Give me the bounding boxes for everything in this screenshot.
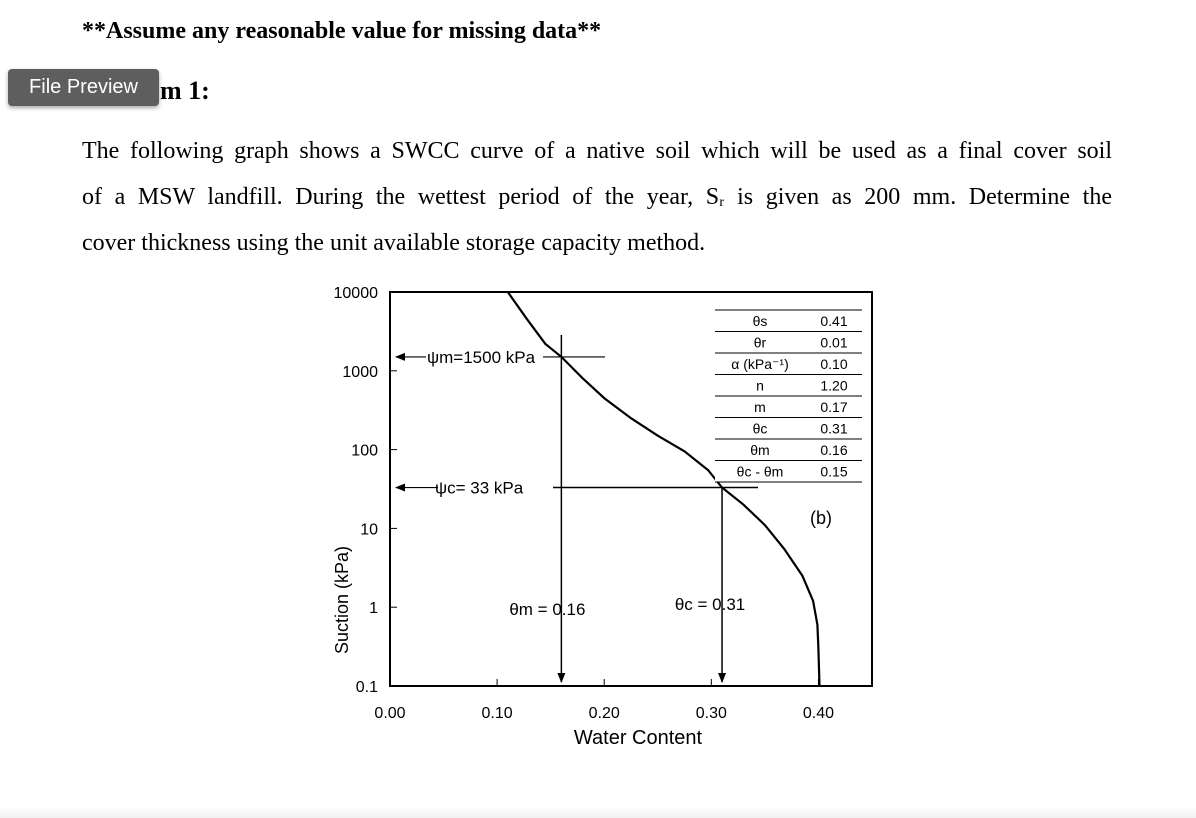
param-symbol: m <box>754 399 766 415</box>
file-preview-button[interactable]: File Preview <box>8 69 159 106</box>
param-symbol: n <box>756 377 764 394</box>
param-symbol: θc <box>752 420 768 437</box>
param-symbol: θc - θm <box>736 463 784 480</box>
x-tick-label: 0.00 <box>374 705 406 722</box>
assumption-note: **Assume any reasonable value for missing data** <box>82 18 602 44</box>
theta-m-label: θm = 0.16 <box>509 600 586 619</box>
x-tick-label: 0.10 <box>481 705 513 722</box>
param-symbol: α (kPa⁻¹) <box>731 356 789 372</box>
problem-statement <box>82 128 1112 266</box>
param-value: 0.31 <box>820 420 848 437</box>
param-symbol: θs <box>752 313 768 329</box>
problem-line-1: The following graph shows a SWCC curve of a native soil which will be used as a final cover soil <box>82 138 1112 164</box>
problem-line-2: of a MSW landfill. During the wettest period of the year, Sᵣ is given as 200 mm. Determine the <box>82 184 1112 210</box>
y-axis-label: Suction (kPa) <box>332 545 352 655</box>
param-value: 0.41 <box>820 313 848 329</box>
bottom-edge <box>0 806 1196 818</box>
param-value: 0.10 <box>820 356 848 372</box>
x-tick-label: 0.20 <box>588 705 620 722</box>
problem-line-3: cover thickness using the unit available storage capacity method. <box>82 230 706 256</box>
x-axis-label: Water Content <box>573 727 703 749</box>
param-value: 0.17 <box>820 399 848 415</box>
param-value: 0.16 <box>820 442 848 458</box>
x-tick-label: 0.30 <box>695 705 727 722</box>
y-tick-label: 1000 <box>342 363 378 381</box>
psi-m-label: ψm=1500 kPa <box>427 347 536 367</box>
theta-c-label: θc = 0.31 <box>674 595 746 614</box>
panel-label: (b) <box>810 508 832 528</box>
x-tick-label: 0.40 <box>802 705 835 722</box>
param-value: 1.20 <box>820 377 848 394</box>
problem-heading: m 1: <box>160 76 210 105</box>
y-tick-label: 10000 <box>333 285 378 302</box>
y-tick-label: 100 <box>351 442 378 460</box>
y-tick-label: 1 <box>369 600 378 618</box>
y-tick-label: 0.1 <box>355 679 378 696</box>
swcc-chart <box>310 280 890 750</box>
psi-c-label: ψc= 33 kPa <box>435 478 524 498</box>
param-symbol: θm <box>750 442 770 458</box>
y-tick-label: 10 <box>360 521 378 539</box>
param-symbol: θr <box>753 334 767 351</box>
param-value: 0.01 <box>820 334 848 351</box>
param-value: 0.15 <box>820 463 848 480</box>
